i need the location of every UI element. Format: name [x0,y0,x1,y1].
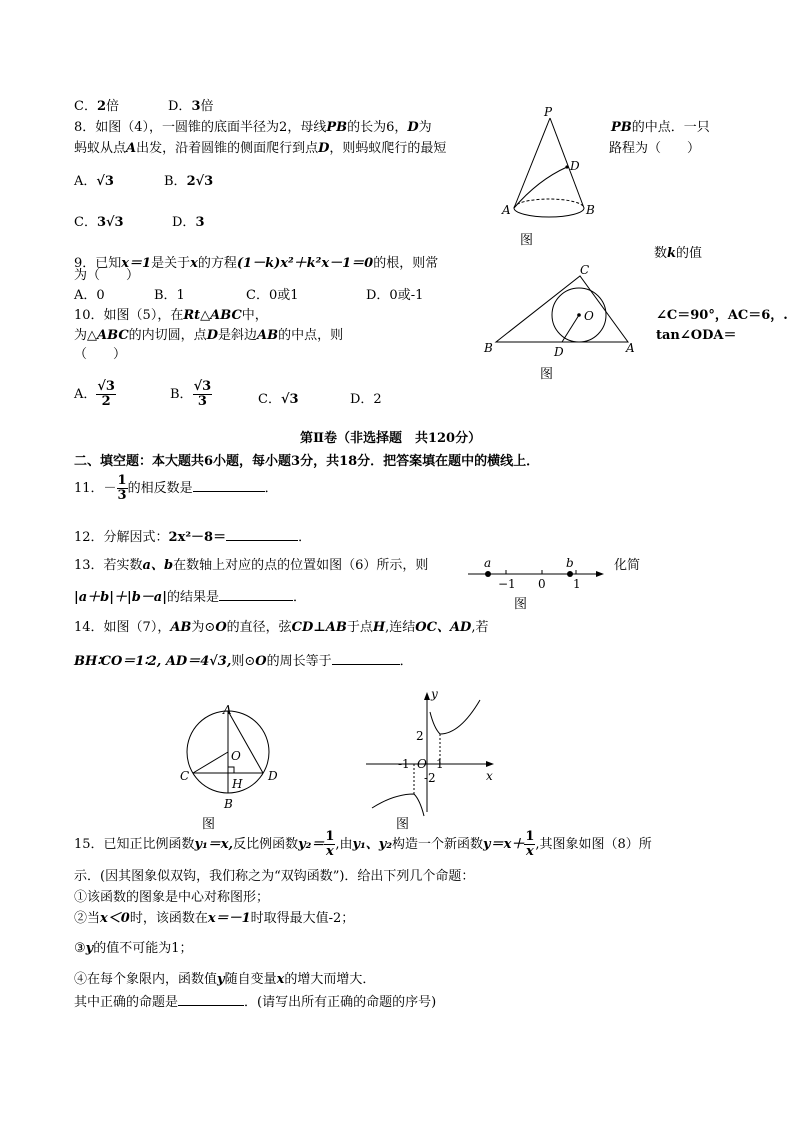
q10-line3: （ ） [74,347,127,362]
q9-option-c: C．0或1 [246,288,299,303]
tri-label-o: O [584,309,594,323]
nl-label-a: a [484,556,492,570]
nl-label-m1: −1 [498,577,516,591]
q15-answer-blank[interactable] [178,993,244,1006]
q7-option-c: C．2倍 [74,99,120,114]
number-line-figure [466,556,610,596]
q15-prop1: ①该函数的图象是中心对称图形； [74,890,270,905]
graph-caption: 图 [396,817,410,832]
q10-right1: ∠C＝90°，AC＝6，. [656,308,788,323]
q8-option-d: D．3 [172,215,205,230]
incircle-figure [480,262,640,362]
tri-label-d: D [554,345,564,359]
q8-line1: 8．如图（4），一圆锥的底面半径为2，母线PB的长为6，D为 [74,120,432,135]
circle-label-c: C [180,769,190,783]
tri-label-b: B [484,341,493,355]
q8-line2: 蚂蚁从点A出发，沿着圆锥的侧面爬行到点D，则蚂蚁爬行的最短 [74,141,447,156]
q12: 12．分解因式：2x²－8＝ ． [74,530,312,545]
cone-figure [498,105,602,250]
q8-right2: 路程为（ ） [609,141,701,156]
nl-label-b: b [566,556,574,570]
q8-option-b: B．2√3 [164,174,214,189]
q14-line1: 14．如图（7），AB为⊙O的直径，弦CD⊥AB于点H,连结OC、AD,若 [74,620,489,635]
circle-label-a: A [223,703,232,717]
nl-label-one: 1 [573,577,581,591]
q9-option-a: A．0 [74,288,105,303]
q9-right: 数k的值 [654,246,703,261]
q8-right1: PB的中点．一只 [611,120,710,135]
graph-label-m2: -2 [424,771,436,785]
section2-title: 第Ⅱ卷（非选择题 共120分） [300,431,482,446]
tri-label-c: C [580,263,590,277]
q15-prop2: ②当x＜0时，该函数在x＝－1时取得最大值-2； [74,911,355,926]
q7-option-d: D．3倍 [168,99,214,114]
q15-prop4: ④在每个象限内，函数值y随自变量x的增大而增大． [74,972,376,987]
number-line-caption: 图 [514,597,528,612]
q15-line2: 示．(因其图象似双钩，我们称之为“双钩函数”)．给出下列几个命题： [74,869,475,884]
q13-answer-blank[interactable] [219,588,293,601]
section2-instructions: 二、填空题：本大题共6小题，每小题3分，共18分．把答案填在题中的横线上． [74,454,540,469]
q13-line2: |a＋b|＋|b－a|的结果是 ． [74,590,306,605]
tri-label-a: A [626,341,635,355]
nl-label-zero: 0 [538,577,546,591]
cone-label-d: D [570,159,580,173]
q9-line1: 9．已知x＝1是关于x的方程(1－k)x²＋k²x－1＝0的根，则常 [74,256,439,271]
graph-label-o: O [417,757,427,771]
circle-label-h: H [232,777,243,791]
q10-option-b: B． $\frac{√3}{3}$ [170,379,212,409]
circle-label-o: O [231,749,241,763]
q8-option-c: C．3√3 [74,215,124,230]
q14-answer-blank[interactable] [332,652,400,665]
graph-label-one: 1 [436,757,444,771]
graph-label-x: x [486,769,493,783]
q15-answer-line: 其中正确的命题是 ．(请写出所有正确的命题的序号) [74,995,437,1010]
graph-label-m1: -1 [398,757,410,771]
q11-answer-blank[interactable] [193,479,265,492]
q10-option-a: A． $\frac{√3}{2}$ [74,379,115,409]
q15-line1: 15．已知正比例函数y₁＝x,反比例函数y₂＝ $\frac{1}{x}$ ,由y₁、y₂构造一个新函数y＝x＋ $\frac{1}{x}$ ,其图象如图（8）所 [74,829,652,859]
circle-figure [176,702,286,814]
q9-option-b: B．1 [154,288,185,303]
q11: 11．－ $\frac{1}{3}$ 的相反数是 ． [74,473,278,503]
circle-label-b: B [224,797,233,811]
cone-label-b: B [586,203,595,217]
q9-line2: 为（ ） [74,268,140,283]
q10-right2: tan∠ODA＝ [656,328,737,343]
graph-label-y: y [431,687,438,701]
q13-line1: 13．若实数a、b在数轴上对应的点的位置如图（6）所示，则 [74,558,429,573]
q9-option-d: D．0或-1 [366,288,424,303]
cone-caption: 图 [520,233,534,248]
function-graph-figure [360,688,496,816]
graph-label-two: 2 [416,729,424,743]
q14-line2: BH∶CO＝1∶2, AD＝4√3,则⊙O的周长等于 ． [74,654,413,669]
cone-label-p: P [544,105,553,119]
q13-right: 化简 [614,558,641,573]
q10-option-d: D．2 [350,392,382,407]
circle-label-d: D [268,769,278,783]
q10-line1: 10．如图（5），在Rt△ABC中， [74,308,268,323]
q10-line2: 为△ABC的内切圆，点D是斜边AB的中点，则 [74,328,344,343]
q12-answer-blank[interactable] [226,528,298,541]
q15-prop3: ③y的值不可能为1； [74,941,193,956]
cone-label-a: A [502,203,511,217]
incircle-caption: 图 [540,367,554,382]
circle-caption: 图 [202,817,216,832]
q10-option-c: C．√3 [258,392,299,407]
q8-option-a: A．√3 [74,174,114,189]
